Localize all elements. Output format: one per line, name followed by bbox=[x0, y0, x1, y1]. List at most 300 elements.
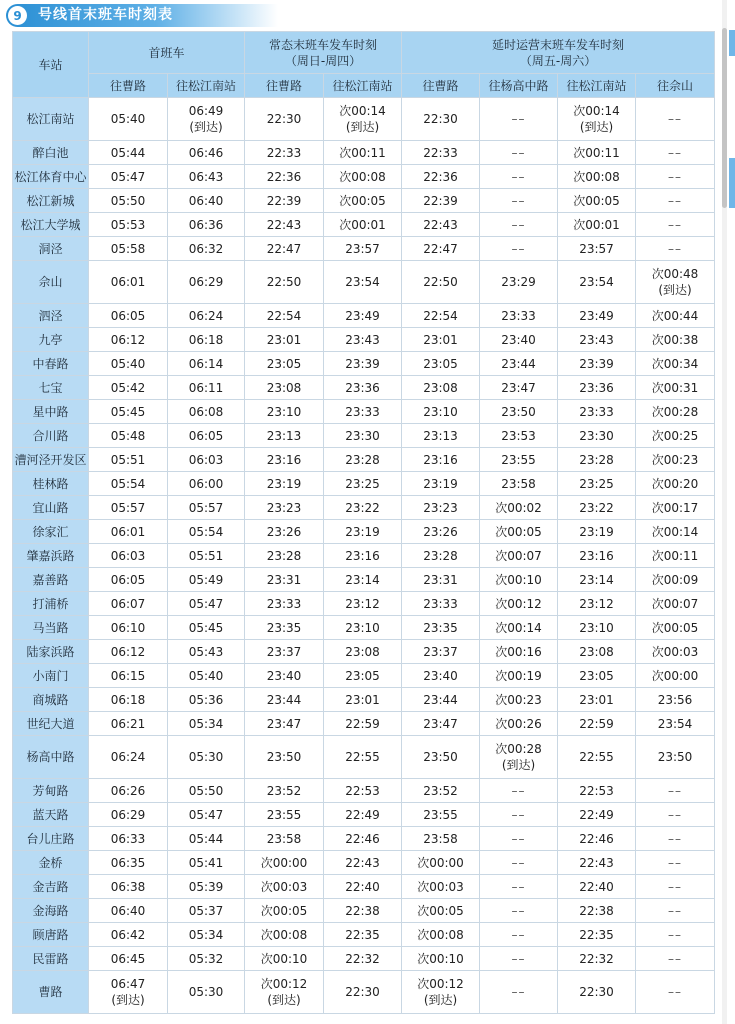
time-value: 23:47 bbox=[266, 716, 302, 731]
station-name: 打浦桥 bbox=[13, 592, 89, 616]
time-cell bbox=[636, 237, 715, 261]
time-cell bbox=[324, 189, 402, 213]
direction-header: 往曹路 bbox=[402, 74, 480, 98]
time-cell bbox=[168, 448, 245, 472]
time-cell bbox=[89, 237, 168, 261]
time-value: 05:48 bbox=[110, 428, 146, 443]
table-row bbox=[13, 448, 715, 472]
time-value: 23:28 bbox=[266, 548, 302, 563]
time-cell bbox=[324, 141, 402, 165]
time-value: 次00:05 bbox=[260, 903, 308, 918]
time-cell bbox=[558, 568, 636, 592]
time-value: 22:43 bbox=[345, 855, 380, 870]
time-value: 06:21 bbox=[110, 716, 146, 731]
time-value: 23:33 bbox=[579, 404, 614, 419]
time-cell bbox=[89, 664, 168, 688]
time-value: 23:53 bbox=[501, 428, 536, 443]
time-value: 22:40 bbox=[345, 879, 380, 894]
time-cell bbox=[558, 544, 636, 568]
time-value: 22:49 bbox=[579, 807, 614, 822]
table-row bbox=[13, 520, 715, 544]
time-cell bbox=[558, 376, 636, 400]
time-value: 23:26 bbox=[423, 524, 458, 539]
time-cell bbox=[636, 165, 715, 189]
time-cell bbox=[636, 213, 715, 237]
time-cell bbox=[324, 923, 402, 947]
time-value: 23:10 bbox=[579, 620, 614, 635]
time-value: 23:49 bbox=[579, 308, 614, 323]
time-cell bbox=[168, 736, 245, 779]
time-cell bbox=[480, 496, 558, 520]
time-value: 05:57 bbox=[110, 500, 146, 515]
time-value: 次00:03 bbox=[417, 879, 464, 894]
time-cell bbox=[480, 971, 558, 1014]
time-cell bbox=[480, 736, 558, 779]
table-row bbox=[13, 971, 715, 1014]
time-value: 次00:02 bbox=[495, 500, 542, 515]
time-value: 次00:28 bbox=[651, 404, 699, 419]
time-cell bbox=[324, 803, 402, 827]
time-cell bbox=[402, 923, 480, 947]
time-value: 23:10 bbox=[423, 404, 458, 419]
table-row bbox=[13, 237, 715, 261]
time-value: 06:38 bbox=[110, 879, 146, 894]
time-value: 06:00 bbox=[188, 476, 224, 491]
time-cell bbox=[636, 472, 715, 496]
time-cell bbox=[168, 712, 245, 736]
direction-header: 往松江南站 bbox=[168, 74, 245, 98]
time-value: –– bbox=[668, 145, 683, 160]
time-value: 次00:00 bbox=[260, 855, 308, 870]
time-cell bbox=[558, 851, 636, 875]
time-value: 次00:14 bbox=[573, 104, 620, 118]
time-cell bbox=[245, 616, 324, 640]
time-cell bbox=[480, 304, 558, 328]
time-value: 23:19 bbox=[423, 476, 458, 491]
time-value: 23:35 bbox=[266, 620, 302, 635]
time-value: 次00:09 bbox=[651, 572, 699, 587]
time-cell bbox=[245, 640, 324, 664]
time-value: 22:47 bbox=[266, 241, 302, 256]
normal-last-train-header bbox=[245, 32, 402, 74]
time-value: 05:42 bbox=[110, 380, 146, 395]
time-cell bbox=[480, 213, 558, 237]
time-value: 22:55 bbox=[579, 750, 614, 764]
time-cell bbox=[324, 237, 402, 261]
time-cell bbox=[168, 261, 245, 304]
time-cell bbox=[480, 261, 558, 304]
time-cell bbox=[636, 376, 715, 400]
time-value: 23:36 bbox=[345, 380, 380, 395]
time-cell bbox=[324, 472, 402, 496]
time-value: 22:33 bbox=[266, 145, 302, 160]
time-cell bbox=[168, 141, 245, 165]
time-value: 22:32 bbox=[345, 951, 380, 966]
side-tab-top[interactable] bbox=[729, 30, 735, 56]
group-label: 首班车 bbox=[148, 45, 185, 60]
time-cell bbox=[324, 304, 402, 328]
time-value: 次00:38 bbox=[651, 332, 699, 347]
time-cell bbox=[324, 352, 402, 376]
time-value: 06:14 bbox=[188, 356, 224, 371]
time-cell bbox=[558, 165, 636, 189]
time-value: 06:11 bbox=[188, 380, 224, 395]
time-value: 06:29 bbox=[188, 275, 224, 289]
arrival-note: (到达) bbox=[423, 993, 458, 1007]
time-cell bbox=[89, 971, 168, 1014]
time-value: 05:54 bbox=[188, 524, 224, 539]
direction-header: 往佘山 bbox=[636, 74, 715, 98]
time-value: 22:35 bbox=[579, 927, 614, 942]
time-value: 22:36 bbox=[423, 169, 458, 184]
time-cell bbox=[324, 779, 402, 803]
time-value: 23:57 bbox=[579, 241, 614, 256]
time-value: 23:14 bbox=[345, 572, 380, 587]
time-value: 23:39 bbox=[345, 356, 380, 371]
station-name: 曹路 bbox=[13, 971, 89, 1014]
time-value: –– bbox=[668, 951, 683, 966]
time-cell bbox=[558, 827, 636, 851]
time-value: 22:53 bbox=[345, 783, 380, 798]
time-value: 23:47 bbox=[423, 716, 458, 731]
time-value: –– bbox=[668, 169, 683, 184]
time-value: 次00:14 bbox=[651, 524, 699, 539]
time-cell bbox=[480, 448, 558, 472]
time-value: 23:55 bbox=[501, 452, 536, 467]
time-cell bbox=[636, 947, 715, 971]
time-value: 23:40 bbox=[501, 332, 536, 347]
time-value: 23:58 bbox=[501, 476, 536, 491]
table-row bbox=[13, 165, 715, 189]
time-cell bbox=[245, 189, 324, 213]
time-cell bbox=[168, 544, 245, 568]
time-value: 05:53 bbox=[110, 217, 146, 232]
time-value: 22:50 bbox=[266, 275, 302, 289]
time-value: 22:55 bbox=[345, 750, 380, 764]
time-value: 次00:12 bbox=[417, 977, 464, 991]
time-value: –– bbox=[511, 951, 526, 966]
time-value: 06:49 bbox=[188, 104, 224, 118]
time-cell bbox=[480, 827, 558, 851]
time-cell bbox=[324, 98, 402, 141]
time-value: 06:29 bbox=[110, 807, 146, 822]
time-value: 05:44 bbox=[110, 145, 146, 160]
arrival-note: (到达) bbox=[189, 120, 223, 134]
time-cell bbox=[324, 875, 402, 899]
time-cell bbox=[402, 851, 480, 875]
time-cell bbox=[324, 616, 402, 640]
time-cell bbox=[89, 304, 168, 328]
time-value: 23:26 bbox=[266, 524, 302, 539]
station-name: 合川路 bbox=[13, 424, 89, 448]
time-cell bbox=[636, 189, 715, 213]
time-value: 次00:05 bbox=[417, 903, 464, 918]
time-value: 23:05 bbox=[266, 356, 302, 371]
time-cell bbox=[245, 98, 324, 141]
time-value: 23:40 bbox=[423, 668, 458, 683]
line-number-badge: 9 bbox=[8, 6, 27, 25]
time-value: 次00:20 bbox=[651, 476, 699, 491]
time-value: 05:30 bbox=[188, 750, 224, 764]
time-cell bbox=[245, 544, 324, 568]
station-name: 九亭 bbox=[13, 328, 89, 352]
time-cell bbox=[636, 640, 715, 664]
time-cell bbox=[480, 899, 558, 923]
time-value: 05:57 bbox=[188, 500, 224, 515]
time-value: 06:47 bbox=[110, 977, 146, 991]
time-cell bbox=[402, 328, 480, 352]
time-cell bbox=[245, 448, 324, 472]
extended-last-train-header bbox=[402, 32, 715, 74]
time-cell bbox=[89, 98, 168, 141]
time-cell bbox=[245, 328, 324, 352]
time-cell bbox=[480, 640, 558, 664]
time-cell bbox=[480, 520, 558, 544]
time-value: 23:43 bbox=[345, 332, 380, 347]
time-cell bbox=[480, 592, 558, 616]
time-cell bbox=[89, 352, 168, 376]
time-cell bbox=[480, 165, 558, 189]
time-cell bbox=[89, 688, 168, 712]
time-cell bbox=[558, 352, 636, 376]
time-value: 23:01 bbox=[266, 332, 302, 347]
time-value: 23:22 bbox=[345, 500, 380, 515]
time-cell bbox=[89, 616, 168, 640]
time-value: 23:35 bbox=[423, 620, 458, 635]
time-cell bbox=[168, 616, 245, 640]
time-value: 23:52 bbox=[423, 783, 458, 798]
time-cell bbox=[636, 328, 715, 352]
time-value: 05:30 bbox=[188, 985, 224, 999]
time-value: 23:19 bbox=[579, 524, 614, 539]
time-cell bbox=[89, 424, 168, 448]
station-name: 漕河泾开发区 bbox=[13, 448, 89, 472]
time-cell bbox=[89, 165, 168, 189]
time-cell bbox=[324, 664, 402, 688]
time-cell bbox=[558, 947, 636, 971]
time-value: 22:49 bbox=[345, 807, 380, 822]
timetable bbox=[12, 31, 715, 1014]
time-value: 05:39 bbox=[188, 879, 224, 894]
scrollbar-thumb[interactable] bbox=[722, 28, 727, 208]
time-cell bbox=[636, 98, 715, 141]
side-tab-middle[interactable] bbox=[729, 158, 735, 208]
time-value: 22:47 bbox=[423, 241, 458, 256]
time-cell bbox=[636, 592, 715, 616]
time-value: 次00:23 bbox=[651, 452, 699, 467]
table-row bbox=[13, 736, 715, 779]
station-name: 徐家汇 bbox=[13, 520, 89, 544]
time-value: 次00:23 bbox=[495, 692, 542, 707]
time-cell bbox=[636, 899, 715, 923]
time-value: 22:43 bbox=[266, 217, 302, 232]
time-value: 23:13 bbox=[423, 428, 458, 443]
direction-header: 往杨高中路 bbox=[480, 74, 558, 98]
time-value: 次00:44 bbox=[651, 308, 699, 323]
time-cell bbox=[324, 712, 402, 736]
station-name: 星中路 bbox=[13, 400, 89, 424]
time-value: 05:54 bbox=[110, 476, 146, 491]
time-value: –– bbox=[668, 985, 683, 999]
time-cell bbox=[402, 424, 480, 448]
station-name: 肇嘉浜路 bbox=[13, 544, 89, 568]
time-cell bbox=[558, 712, 636, 736]
time-cell bbox=[480, 568, 558, 592]
time-value: 23:05 bbox=[345, 668, 380, 683]
time-value: 23:08 bbox=[423, 380, 458, 395]
time-cell bbox=[324, 496, 402, 520]
time-cell bbox=[402, 779, 480, 803]
time-cell bbox=[558, 592, 636, 616]
time-value: 次00:10 bbox=[495, 572, 542, 587]
time-cell bbox=[402, 304, 480, 328]
time-value: 23:12 bbox=[579, 596, 614, 611]
time-cell bbox=[402, 568, 480, 592]
time-value: 23:29 bbox=[501, 275, 536, 289]
time-value: 次00:12 bbox=[495, 596, 542, 611]
time-cell bbox=[402, 712, 480, 736]
time-cell bbox=[558, 496, 636, 520]
time-value: 次00:08 bbox=[339, 169, 386, 184]
arrival-note: (到达) bbox=[267, 993, 301, 1007]
station-name: 蓝天路 bbox=[13, 803, 89, 827]
time-cell bbox=[168, 237, 245, 261]
time-value: 23:37 bbox=[266, 644, 302, 659]
time-cell bbox=[480, 779, 558, 803]
time-value: 23:25 bbox=[579, 476, 614, 491]
time-value: 22:54 bbox=[266, 308, 302, 323]
time-value: 23:28 bbox=[423, 548, 458, 563]
time-cell bbox=[636, 352, 715, 376]
time-value: 次00:34 bbox=[651, 356, 699, 371]
time-cell bbox=[89, 448, 168, 472]
time-cell bbox=[558, 98, 636, 141]
time-value: 22:30 bbox=[345, 985, 380, 999]
time-value: 23:50 bbox=[266, 750, 302, 764]
time-value: 06:24 bbox=[110, 750, 146, 764]
table-row bbox=[13, 352, 715, 376]
time-cell bbox=[168, 947, 245, 971]
time-cell bbox=[89, 328, 168, 352]
time-cell bbox=[636, 875, 715, 899]
time-cell bbox=[558, 779, 636, 803]
time-cell bbox=[402, 237, 480, 261]
time-value: 06:18 bbox=[188, 332, 224, 347]
time-cell bbox=[89, 141, 168, 165]
arrival-note: (到达) bbox=[111, 993, 145, 1007]
time-cell bbox=[402, 688, 480, 712]
time-cell bbox=[324, 736, 402, 779]
time-value: 22:46 bbox=[579, 831, 614, 846]
time-value: 05:36 bbox=[188, 692, 224, 707]
time-cell bbox=[402, 376, 480, 400]
time-value: 次00:31 bbox=[651, 380, 699, 395]
station-name: 陆家浜路 bbox=[13, 640, 89, 664]
time-value: 06:03 bbox=[188, 452, 224, 467]
time-cell bbox=[402, 947, 480, 971]
time-value: 次00:11 bbox=[651, 548, 699, 563]
time-value: 次00:05 bbox=[339, 193, 386, 208]
time-cell bbox=[480, 688, 558, 712]
time-cell bbox=[558, 448, 636, 472]
time-cell bbox=[636, 736, 715, 779]
time-cell bbox=[636, 304, 715, 328]
time-value: 次00:17 bbox=[651, 500, 699, 515]
station-name: 马当路 bbox=[13, 616, 89, 640]
time-cell bbox=[245, 899, 324, 923]
time-value: 05:40 bbox=[188, 668, 224, 683]
title-bar bbox=[6, 4, 278, 27]
arrival-note: (到达) bbox=[658, 283, 692, 297]
time-cell bbox=[480, 875, 558, 899]
time-cell bbox=[245, 827, 324, 851]
time-value: 23:55 bbox=[423, 807, 458, 822]
time-value: 23:19 bbox=[345, 524, 380, 539]
time-value: 23:57 bbox=[345, 241, 380, 256]
station-name: 金桥 bbox=[13, 851, 89, 875]
time-cell bbox=[168, 875, 245, 899]
station-name: 商城路 bbox=[13, 688, 89, 712]
time-value: 06:12 bbox=[110, 332, 146, 347]
time-value: 06:05 bbox=[110, 308, 146, 323]
time-cell bbox=[324, 640, 402, 664]
time-value: 23:16 bbox=[579, 548, 614, 563]
time-cell bbox=[168, 424, 245, 448]
time-cell bbox=[245, 424, 324, 448]
time-cell bbox=[324, 688, 402, 712]
time-cell bbox=[89, 496, 168, 520]
time-value: 23:36 bbox=[579, 380, 614, 395]
time-cell bbox=[168, 520, 245, 544]
time-value: 05:47 bbox=[188, 807, 224, 822]
time-cell bbox=[324, 544, 402, 568]
time-value: 05:50 bbox=[110, 193, 146, 208]
time-value: 06:10 bbox=[110, 620, 146, 635]
time-cell bbox=[324, 827, 402, 851]
table-row bbox=[13, 189, 715, 213]
time-value: 05:41 bbox=[188, 855, 224, 870]
table-row bbox=[13, 923, 715, 947]
time-value: 23:50 bbox=[657, 750, 693, 764]
time-cell bbox=[324, 213, 402, 237]
time-cell bbox=[168, 472, 245, 496]
time-cell bbox=[245, 712, 324, 736]
time-cell bbox=[168, 688, 245, 712]
time-value: –– bbox=[511, 985, 526, 999]
station-name: 民雷路 bbox=[13, 947, 89, 971]
time-value: 23:44 bbox=[423, 692, 458, 707]
station-name: 芳甸路 bbox=[13, 779, 89, 803]
time-cell bbox=[558, 736, 636, 779]
page-title: 号线首末班车时刻表 bbox=[38, 7, 173, 23]
time-cell bbox=[636, 827, 715, 851]
time-cell bbox=[245, 568, 324, 592]
time-cell bbox=[480, 376, 558, 400]
time-cell bbox=[636, 496, 715, 520]
time-cell bbox=[245, 237, 324, 261]
time-cell bbox=[324, 400, 402, 424]
time-value: 次00:00 bbox=[417, 855, 464, 870]
time-value: –– bbox=[511, 855, 526, 870]
time-value: 06:05 bbox=[188, 428, 224, 443]
time-value: –– bbox=[511, 241, 526, 256]
time-value: 05:45 bbox=[188, 620, 224, 635]
time-value: –– bbox=[668, 807, 683, 822]
time-cell bbox=[558, 424, 636, 448]
time-cell bbox=[245, 592, 324, 616]
time-cell bbox=[168, 352, 245, 376]
time-cell bbox=[168, 496, 245, 520]
